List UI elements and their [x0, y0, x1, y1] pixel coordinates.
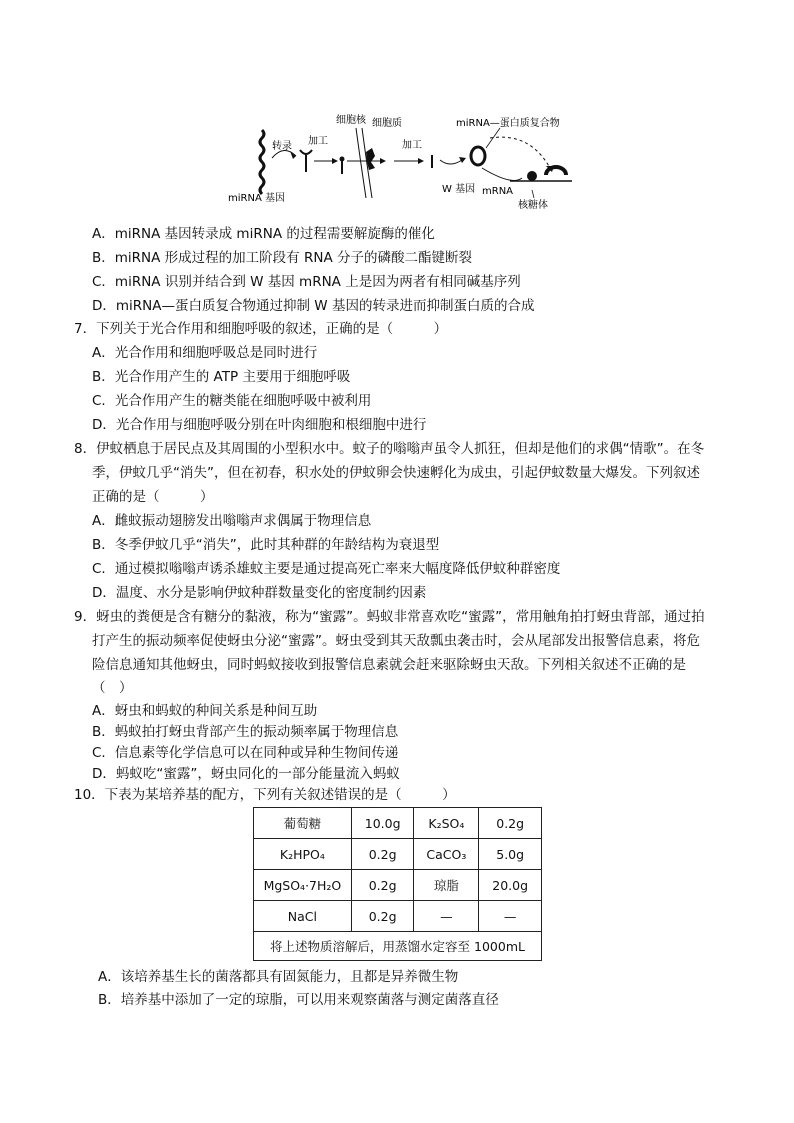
nuclear-envelope — [356, 128, 366, 198]
label-mirna-gene: miRNA 基因 — [228, 193, 285, 204]
q10-stem: 10．下表为某培养基的配方，下列有关叙述错误的是（ ） — [74, 787, 456, 803]
table-footer: 将上述物质溶解后，用蒸馏水定容至 1000mL — [254, 932, 542, 961]
q8-option-d: D．温度、水分是影响伊蚊种群数量变化的密度制约因素 — [92, 585, 427, 601]
q10-option-b: B．培养基中添加了一定的琼脂，可以用来观察菌落与测定菌落直径 — [98, 992, 499, 1008]
q7-option-d: D．光合作用与细胞呼吸分别在叶肉细胞和根细胞中进行 — [92, 417, 427, 433]
table-row — [254, 870, 542, 901]
q8-option-c: C．通过模拟嗡嗡声诱杀雄蚊主要是通过提高死亡率来大幅度降低伊蚊种群密度 — [92, 561, 561, 577]
table-cell: 0.2g — [351, 901, 414, 932]
table-footer-row — [254, 932, 542, 961]
table-cell: 10.0g — [351, 808, 414, 839]
label-cytoplasm: 细胞质 — [372, 118, 402, 129]
table-cell: 琼脂 — [414, 870, 479, 901]
q8-stem-line-1: 8．伊蚊栖息于居民点及其周围的小型积水中。蚊子的嗡嗡声虽令人抓狂，但却是他们的求偶“情歌”。在冬 — [74, 441, 705, 457]
table-cell: 0.2g — [479, 808, 542, 839]
label-mrna: mRNA — [482, 186, 514, 197]
table-cell: NaCl — [254, 901, 352, 932]
label-complex: miRNA—蛋白质复合物 — [456, 118, 560, 129]
q6-option-b: B．miRNA 形成过程的加工阶段有 RNA 分子的磷酸二酯键断裂 — [92, 250, 472, 266]
table-cell: K₂SO₄ — [414, 808, 479, 839]
q9-stem-line-1: 9．蚜虫的粪便是含有糖分的黏液，称为“蜜露”。蚂蚁非常喜欢吃“蜜露”，常用触角拍打蚜虫背部，通过拍 — [74, 609, 705, 625]
q9-option-c: C．信息素等化学信息可以在同种或异种生物间传递 — [92, 745, 399, 761]
dashed-arrow — [490, 137, 550, 168]
mirna-gene-dna-strand — [260, 130, 264, 194]
q6-option-d: D．miRNA—蛋白质复合物通过抑制 W 基因的转录进而抑制蛋白质的合成 — [92, 298, 535, 314]
q7-option-b: B．光合作用产生的 ATP 主要用于细胞呼吸 — [92, 369, 351, 385]
table-cell: 20.0g — [479, 870, 542, 901]
ribosome-small — [527, 171, 537, 181]
q9-stem-line-3: 险信息通知其他蚜虫，同时蚂蚁接收到报警信息素就会赶来驱除蚜虫天敌。下列相关叙述不正确的是 — [92, 657, 686, 673]
q10-option-a: A．该培养基生长的菌落都具有固氮能力，且都是异养微生物 — [98, 969, 459, 985]
q9-option-d: D．蚂蚁吃“蜜露”，蚜虫同化的一部分能量流入蚂蚁 — [92, 766, 400, 782]
label-transcription: 转录 — [272, 141, 292, 152]
q6-option-c: C．miRNA 识别并结合到 W 基因 mRNA 上是因为两者有相同碱基序列 — [92, 274, 521, 290]
table-cell: — — [479, 901, 542, 932]
label-processing-1: 加工 — [308, 136, 328, 147]
table-cell: 0.2g — [351, 870, 414, 901]
table-cell: 葡萄糖 — [254, 808, 352, 839]
q8-option-b: B．冬季伊蚊几乎“消失”，此时其种群的年龄结构为衰退型 — [92, 537, 440, 553]
table-cell: CaCO₃ — [414, 839, 479, 870]
q8-stem-line-2: 季，伊蚊几乎“消失”，但在初春，积水处的伊蚊卵会快速孵化为成虫，引起伊蚊数量大爆发。下列叙述 — [92, 465, 700, 481]
table-row — [254, 808, 542, 839]
ribosome-large — [546, 167, 566, 175]
label-w-gene: W 基因 — [442, 184, 476, 195]
medium-recipe-table — [253, 807, 542, 961]
table-cell: 5.0g — [479, 839, 542, 870]
pri-mirna-hairpin — [300, 150, 312, 172]
table-row — [254, 839, 542, 870]
q7-option-c: C．光合作用产生的糖类能在细胞呼吸中被利用 — [92, 393, 372, 409]
q9-stem-line-2: 打产生的振动频率促使蚜虫分泌“蜜露”。蚜虫受到其天敌瓢虫袭击时，会从尾部发出报警信息素，将危 — [92, 633, 700, 649]
mirna-diagram — [0, 0, 794, 215]
table-cell: MgSO₄·7H₂O — [254, 870, 352, 901]
q8-option-a: A．雌蚊振动翅膀发出嗡嗡声求偶属于物理信息 — [92, 513, 372, 529]
mirna-protein-complex — [471, 147, 485, 165]
q6-option-a: A．miRNA 基因转录成 miRNA 的过程需要解旋酶的催化 — [92, 226, 435, 242]
q8-stem-line-3: 正确的是（ ） — [92, 489, 214, 505]
label-ribosome: 核糖体 — [518, 200, 548, 211]
q7-option-a: A．光合作用和细胞呼吸总是同时进行 — [92, 345, 318, 361]
label-processing-2: 加工 — [402, 140, 422, 151]
label-nucleus: 细胞核 — [336, 115, 366, 126]
table-cell: 0.2g — [351, 839, 414, 870]
q9-option-b: B．蚂蚁拍打蚜虫背部产生的振动频率属于物理信息 — [92, 724, 399, 740]
q9-option-a: A．蚜虫和蚂蚁的种间关系是种间互助 — [92, 703, 318, 719]
table-cell: — — [414, 901, 479, 932]
q9-stem-line-4: （ ） — [92, 680, 133, 696]
table-cell: K₂HPO₄ — [254, 839, 352, 870]
table-row — [254, 901, 542, 932]
q7-stem: 7．下列关于光合作用和细胞呼吸的叙述，正确的是（ ） — [74, 321, 448, 337]
